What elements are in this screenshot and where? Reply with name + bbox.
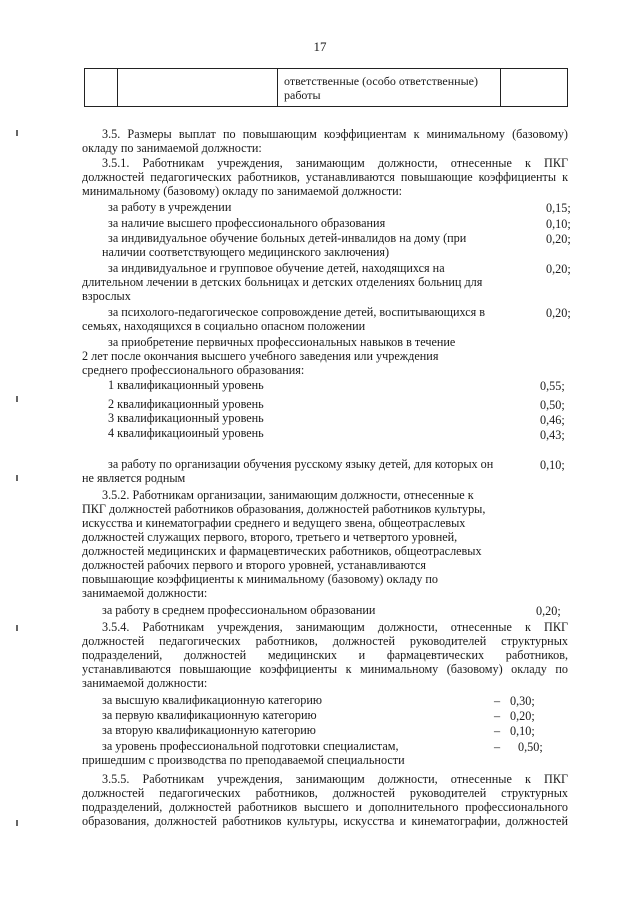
section-3-5-2-line: повышающие коэффициенты к минимальному (базовому) окладу по: [82, 572, 438, 586]
coefficient-item-label: за работу в учреждении: [108, 200, 232, 214]
table-cell-text: [284, 74, 478, 102]
qualification-level-value: 0,46;: [540, 413, 565, 427]
category-value: 0,10;: [510, 724, 535, 738]
section-3-5-1-intro: минимальному (базовому) окладу по занимаемой должности:: [82, 184, 403, 198]
coefficient-item-label: за наличие высшего профессионального образования: [108, 216, 386, 230]
category-value: 0,20;: [510, 709, 535, 723]
coefficient-item-label: за индивидуальное обучение больных детей-инвалидов на дому (при: [108, 231, 467, 245]
young-specialist-line: 2 лет после окончания высшего учебного заведения или учреждения: [82, 349, 439, 363]
category-label: за первую квалификационную категорию: [102, 708, 317, 722]
category-dash: –: [494, 724, 501, 738]
qualification-level-label: 1 квалификационный уровень: [108, 378, 264, 392]
coefficient-item-label: взрослых: [82, 289, 131, 303]
qualification-level-value: 0,55;: [540, 379, 565, 393]
section-3-5-2-line: искусства и кинематографии среднего и ведущего звена, общеотраслевых: [82, 516, 466, 530]
section-3-5-4-line: должностей педагогических работников, должностей руководителей структурных: [82, 634, 568, 648]
qualification-level-label: 3 квалификационный уровень: [108, 411, 264, 425]
coefficient-item-label: наличии соответствующего медицинского заключения): [102, 245, 390, 259]
section-3-5-4-line: устанавливаются повышающие коэффициенты к минимальному (базовому) окладу по: [82, 662, 568, 676]
section-3-5-2-line: 3.5.2. Работникам организации, занимающим должности, отнесенные к: [102, 488, 474, 502]
category-value: 0,30;: [510, 694, 535, 708]
table-column-divider: [117, 69, 118, 106]
section-3-5-1-intro: должностей педагогических работников, устанавливаются повышающие коэффициенты к: [82, 170, 568, 184]
category-value: 0,50;: [518, 740, 543, 754]
section-3-5-5-line: 3.5.5. Работникам учреждения, занимающим должности, отнесенные к ПКГ: [102, 772, 568, 786]
coefficient-value: 0,20;: [536, 604, 561, 618]
coefficient-value: 0,20;: [546, 306, 571, 320]
section-3-5-1-intro: 3.5.1. Работникам учреждения, занимающим должности, отнесенные к ПКГ: [102, 156, 568, 170]
young-specialist-line: за приобретение первичных профессиональных навыков в течение: [108, 335, 456, 349]
section-3-5-title-cont: окладу по занимаемой должности:: [82, 141, 262, 155]
section-3-5-4-line: занимаемой должности:: [82, 676, 208, 690]
table-fragment: [84, 68, 568, 107]
russian-language-line: не является родным: [82, 471, 186, 485]
section-3-5-2-line: должностей рабочих первого и второго уровней, устанавливаются: [82, 558, 427, 572]
coefficient-value: 0,10;: [546, 217, 571, 231]
table-column-divider: [277, 69, 278, 106]
coefficient-item-label: длительном лечении в детских больницах и детских отделениях больниц для: [82, 275, 483, 289]
section-3-5-4-line: подразделений, должностей медицинских и фармацевтических работников,: [82, 648, 568, 662]
table-cell-line: работы: [284, 88, 321, 102]
scan-mark: [16, 625, 18, 631]
qualification-level-value: 0,43;: [540, 428, 565, 442]
section-3-5-5-line: образования, должностей работников культуры, искусства и кинематографии, должностей: [82, 814, 568, 828]
category-dash: –: [494, 709, 501, 723]
qualification-level-label: 4 квалификациоиный уровень: [108, 426, 264, 440]
section-3-5-2-line: должностей медицинских и фармацевтических работников, общеотраслевых: [82, 544, 482, 558]
coefficient-item-label: за индивидуальное и групповое обучение детей, находящихся на: [108, 261, 445, 275]
section-3-5-4-line: 3.5.4. Работникам учреждения, занимающим должности, отнесенные к ПКГ: [102, 620, 568, 634]
table-column-divider: [500, 69, 501, 106]
coefficient-value: 0,10;: [540, 458, 565, 472]
coefficient-value: 0,20;: [546, 232, 571, 246]
coefficient-item-label: семьях, находящихся в социально опасном положении: [82, 319, 366, 333]
coefficient-item-label: за психолого-педагогическое сопровождение детей, воспитывающихся в: [108, 305, 486, 319]
coefficient-item-label: за работу в среднем профессиональном образовании: [102, 603, 376, 617]
coefficient-value: 0,20;: [546, 262, 571, 276]
coefficient-value: 0,15;: [546, 201, 571, 215]
section-3-5-2-line: занимаемой должности:: [82, 586, 208, 600]
category-dash: –: [494, 740, 501, 754]
section-3-5-5-line: подразделений, должностей работников высшего и дополнительного профессионального: [82, 800, 568, 814]
young-specialist-line: среднего профессионального образования:: [82, 363, 305, 377]
category-label: за вторую квалификационную категорию: [102, 723, 316, 737]
section-3-5-2-line: ПКГ должностей работников образования, должностей работников культуры,: [82, 502, 486, 516]
scan-mark: [16, 475, 18, 481]
table-cell-line: ответственные (особо ответственные): [284, 74, 478, 88]
category-label-cont: пришедшим с производства по преподаваемой специальности: [82, 753, 405, 767]
russian-language-line: за работу по организации обучения русскому языку детей, для которых он: [108, 457, 494, 471]
section-3-5-2-line: должностей служащих первого, второго, третьего и четвертого уровней,: [82, 530, 458, 544]
section-3-5-title: 3.5. Размеры выплат по повышающим коэффициентам к минимальному (базовому): [102, 127, 568, 141]
scan-mark: [16, 130, 18, 136]
qualification-level-value: 0,50;: [540, 398, 565, 412]
category-dash: –: [494, 694, 501, 708]
scan-mark: [16, 396, 18, 402]
scan-mark: [16, 820, 18, 826]
category-label: за уровень профессиональной подготовки специалистам,: [102, 739, 399, 753]
section-3-5-5-line: должностей педагогических работников, должностей руководителей структурных: [82, 786, 568, 800]
category-label: за высшую квалификационную категорию: [102, 693, 322, 707]
qualification-level-label: 2 квалификационный уровень: [108, 397, 264, 411]
page-number: 17: [313, 39, 327, 54]
